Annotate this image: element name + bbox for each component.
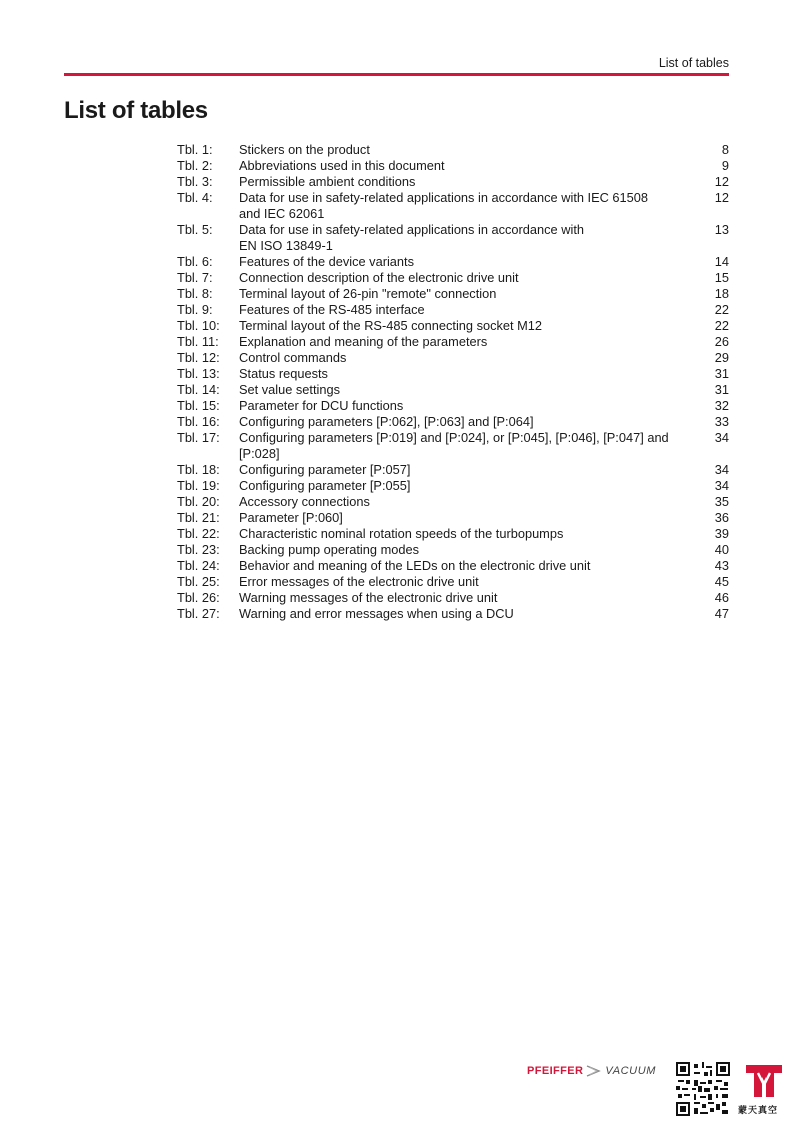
- toc-entry-title: [239, 366, 694, 382]
- toc-entry-title: [239, 334, 694, 350]
- toc-entry-title: [239, 430, 694, 462]
- toc-entry-page: 33: [714, 414, 729, 429]
- toc-entry-title: [239, 574, 694, 590]
- toc-entry-title: [239, 398, 694, 414]
- toc-entry-title-line: Permissible ambient conditions: [239, 174, 416, 189]
- toc-entry[interactable]: [177, 430, 729, 462]
- toc-entry-title-line: Warning and error messages when using a DCU: [239, 606, 514, 621]
- toc-entry-title-line: Explanation and meaning of the parameters: [239, 334, 488, 349]
- toc-entry-label: Tbl. 7:: [177, 270, 213, 285]
- toc-entry[interactable]: [177, 174, 729, 190]
- toc-entry-page: 31: [714, 382, 729, 397]
- toc-entry-label: Tbl. 2:: [177, 158, 213, 173]
- toc-entry-label: Tbl. 17:: [177, 430, 220, 445]
- toc-entry[interactable]: [177, 286, 729, 302]
- toc-entry-title-line: Status requests: [239, 366, 328, 381]
- toc-entry[interactable]: [177, 606, 729, 622]
- toc-entry[interactable]: [177, 590, 729, 606]
- toc-entry-page: 14: [714, 254, 729, 269]
- toc-entry-page: 9: [721, 158, 729, 173]
- toc-entry-label: Tbl. 24:: [177, 558, 220, 573]
- toc-entry-title: [239, 494, 694, 510]
- toc-entry-label: Tbl. 9:: [177, 302, 213, 317]
- toc-entry[interactable]: [177, 334, 729, 350]
- toc-entry-title-line: Features of the device variants: [239, 254, 414, 269]
- toc-entry-title: [239, 174, 694, 190]
- toc-entry-title-line: Data for use in safety-related applications in accordance with: [239, 222, 584, 237]
- toc-entry[interactable]: [177, 190, 729, 222]
- toc-entry-title: [239, 478, 694, 494]
- toc-entry[interactable]: [177, 382, 729, 398]
- toc-entry-label: Tbl. 3:: [177, 174, 213, 189]
- toc-entry-page: 22: [714, 302, 729, 317]
- toc-entry-title-line: Stickers on the product: [239, 142, 370, 157]
- toc-entry-title: [239, 302, 694, 318]
- pfeiffer-logo: [527, 1061, 663, 1081]
- toc-entry-page: 34: [714, 478, 729, 493]
- toc-entry-page: 31: [714, 366, 729, 381]
- toc-entry-page: 12: [714, 174, 729, 189]
- toc-entry-title: [239, 542, 694, 558]
- toc-entry-label: Tbl. 22:: [177, 526, 220, 541]
- toc-entry[interactable]: [177, 142, 729, 158]
- toc-entry[interactable]: [177, 222, 729, 254]
- toc-entry-title-line: Accessory connections: [239, 494, 370, 509]
- toc-entry-page: 43: [714, 558, 729, 573]
- mt-vacuum-logo-text: 蒙天真空: [738, 1105, 779, 1115]
- running-header: List of tables: [658, 56, 729, 70]
- page-title: List of tables: [64, 97, 208, 124]
- toc-entry-label: Tbl. 18:: [177, 462, 220, 477]
- toc-entry[interactable]: [177, 542, 729, 558]
- toc-entry[interactable]: [177, 494, 729, 510]
- toc-entry-title-line: Control commands: [239, 350, 347, 365]
- toc-entry-page: 15: [714, 270, 729, 285]
- qr-code-icon: [676, 1062, 730, 1116]
- toc-entry-title: [239, 510, 694, 526]
- toc-entry-page: 35: [714, 494, 729, 509]
- toc-entry-title-line: Set value settings: [239, 382, 341, 397]
- toc-entry-label: Tbl. 27:: [177, 606, 220, 621]
- toc-entry-page: 32: [714, 398, 729, 413]
- toc-entry-title: [239, 142, 694, 158]
- toc-entry-page: 22: [714, 318, 729, 333]
- toc-entry-title-line: Warning messages of the electronic drive unit: [239, 590, 498, 605]
- toc-entry-title: [239, 190, 694, 222]
- toc-entry-title-line: Configuring parameter [P:057]: [239, 462, 411, 477]
- toc-entry-title: [239, 558, 694, 574]
- toc-entry[interactable]: [177, 574, 729, 590]
- toc-entry-page: 34: [714, 462, 729, 477]
- toc-entry-page: 34: [714, 430, 729, 445]
- toc-entry-page: 46: [714, 590, 729, 605]
- toc-entry[interactable]: [177, 398, 729, 414]
- toc-entry-title-line: Characteristic nominal rotation speeds of the turbopumps: [239, 526, 564, 541]
- toc-entry-title-line: Connection description of the electronic drive unit: [239, 270, 519, 285]
- toc-entry-page: 47: [714, 606, 729, 621]
- toc-entry-title: [239, 382, 694, 398]
- toc-entry-page: 36: [714, 510, 729, 525]
- pfeiffer-brand-text: PFEIFFER: [527, 1065, 584, 1077]
- toc-entry-label: Tbl. 1:: [177, 142, 213, 157]
- toc-entry-title: [239, 526, 694, 542]
- toc-entry-title-line: Terminal layout of 26-pin "remote" connection: [239, 286, 497, 301]
- toc-entry-title: [239, 270, 694, 286]
- toc-entry-page: 26: [714, 334, 729, 349]
- toc-entry-title: [239, 462, 694, 478]
- toc-entry-title-line: Features of the RS-485 interface: [239, 302, 425, 317]
- toc-entry[interactable]: [177, 478, 729, 494]
- toc-entry-label: Tbl. 16:: [177, 414, 220, 429]
- toc-entry-label: Tbl. 21:: [177, 510, 220, 525]
- toc-entry-label: Tbl. 14:: [177, 382, 220, 397]
- vacuum-brand-text: VACUUM: [605, 1065, 657, 1077]
- toc-entry[interactable]: [177, 510, 729, 526]
- toc-entry-title-line: Configuring parameter [P:055]: [239, 478, 411, 493]
- toc-entry-label: Tbl. 25:: [177, 574, 220, 589]
- toc-entry-label: Tbl. 15:: [177, 398, 220, 413]
- toc-entry-label: Tbl. 12:: [177, 350, 220, 365]
- toc-entry-title-line: Configuring parameters [P:062], [P:063] and [P:064]: [239, 414, 534, 429]
- toc-entry[interactable]: [177, 350, 729, 366]
- toc-entry-label: Tbl. 10:: [177, 318, 220, 333]
- toc-entry-title: [239, 158, 694, 174]
- toc-entry-title: [239, 254, 694, 270]
- toc-entry-page: 29: [714, 350, 729, 365]
- toc-entry-label: Tbl. 6:: [177, 254, 213, 269]
- toc-entry-title-line: Terminal layout of the RS-485 connecting socket M12: [239, 318, 543, 333]
- list-of-tables: [177, 142, 729, 622]
- toc-entry[interactable]: [177, 366, 729, 382]
- toc-entry[interactable]: [177, 302, 729, 318]
- toc-entry-page: 13: [714, 222, 729, 237]
- toc-entry-label: Tbl. 23:: [177, 542, 220, 557]
- toc-entry-title-line: Backing pump operating modes: [239, 542, 419, 557]
- toc-entry-label: Tbl. 19:: [177, 478, 220, 493]
- toc-entry[interactable]: [177, 158, 729, 174]
- toc-entry-label: Tbl. 5:: [177, 222, 213, 237]
- toc-entry-page: 18: [714, 286, 729, 301]
- toc-entry-title-line: Error messages of the electronic drive unit: [239, 574, 479, 589]
- toc-entry[interactable]: [177, 270, 729, 286]
- toc-entry-label: Tbl. 13:: [177, 366, 220, 381]
- toc-entry-page: 39: [714, 526, 729, 541]
- toc-entry-label: Tbl. 8:: [177, 286, 213, 301]
- toc-entry-label: Tbl. 11:: [177, 334, 219, 349]
- toc-entry-title-line: Parameter for DCU functions: [239, 398, 404, 413]
- toc-entry-label: Tbl. 20:: [177, 494, 220, 509]
- toc-entry-title: [239, 590, 694, 606]
- pfeiffer-logo-icon: [585, 1063, 603, 1079]
- toc-entry-title: [239, 350, 694, 366]
- toc-entry[interactable]: [177, 254, 729, 270]
- toc-entry-title: [239, 286, 694, 302]
- toc-entry-page: 45: [714, 574, 729, 589]
- toc-entry-title-line: [P:028]: [239, 446, 280, 461]
- toc-entry-page: 40: [714, 542, 729, 557]
- toc-entry-title-line: EN ISO 13849-1: [239, 238, 333, 253]
- toc-entry-title-line: Abbreviations used in this document: [239, 158, 445, 173]
- toc-entry-page: 12: [714, 190, 729, 205]
- toc-entry-title-line: Data for use in safety-related applications in accordance with IEC 61508: [239, 190, 649, 205]
- toc-entry-title: [239, 606, 694, 622]
- toc-entry[interactable]: [177, 462, 729, 478]
- toc-entry-title: [239, 414, 694, 430]
- header-rule: [64, 73, 729, 76]
- toc-entry-title-line: Configuring parameters [P:019] and [P:024], or [P:045], [P:046], [P:047] and: [239, 430, 669, 445]
- toc-entry-page: 8: [721, 142, 729, 157]
- toc-entry-title-line: Parameter [P:060]: [239, 510, 343, 525]
- toc-entry[interactable]: [177, 318, 729, 334]
- toc-entry-label: Tbl. 26:: [177, 590, 220, 605]
- toc-entry-title: [239, 318, 694, 334]
- toc-entry-title: [239, 222, 694, 254]
- toc-entry[interactable]: [177, 558, 729, 574]
- toc-entry[interactable]: [177, 414, 729, 430]
- toc-entry[interactable]: [177, 526, 729, 542]
- toc-entry-label: Tbl. 4:: [177, 190, 213, 205]
- toc-entry-title-line: Behavior and meaning of the LEDs on the electronic drive unit: [239, 558, 591, 573]
- toc-entry-title-line: and IEC 62061: [239, 206, 325, 221]
